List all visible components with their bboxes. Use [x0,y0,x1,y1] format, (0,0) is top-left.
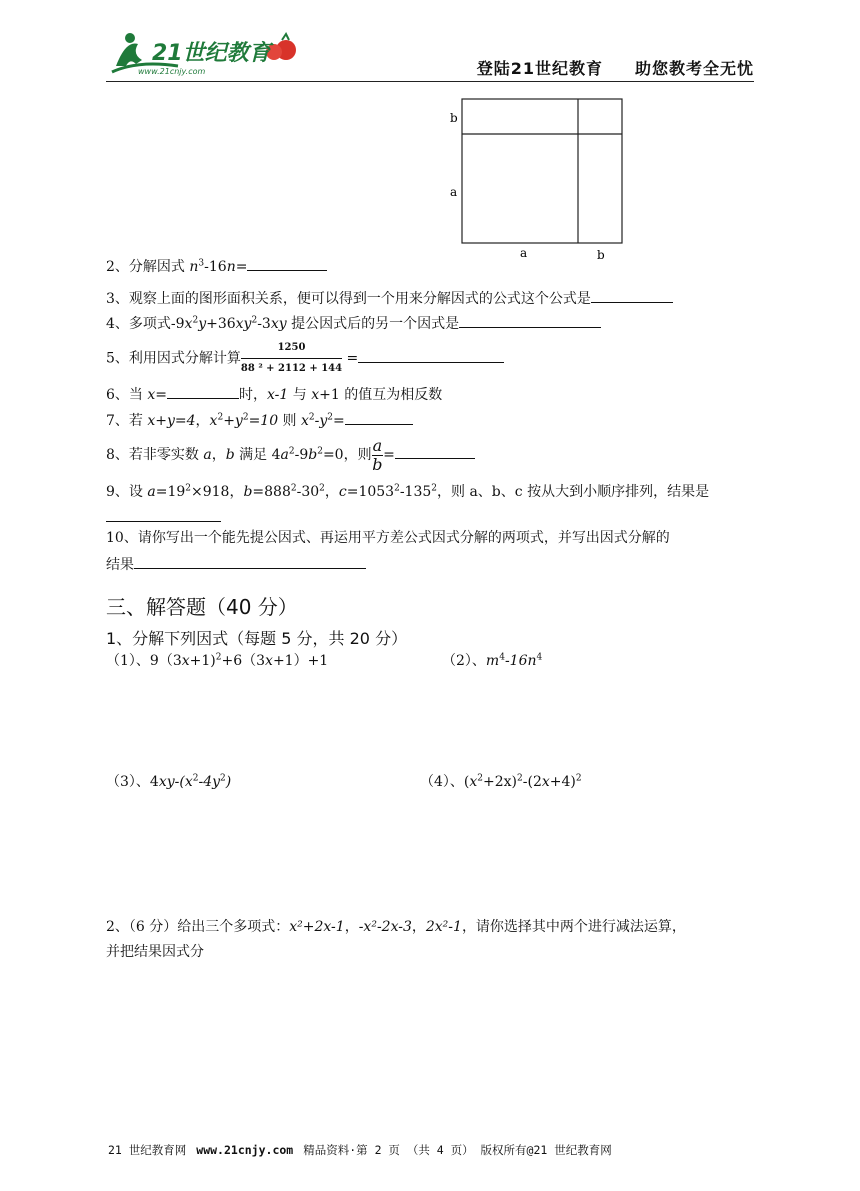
answer-blank[interactable] [134,554,366,569]
section-3-title: 三、解答题（40 分） [106,595,298,619]
question-9: 9、设 $a=19^2\times 918$，$b=888^2-30^2$，$c=1053^2-135^2$，则 a、b、c 按从大到小顺序排列，结果是 [106,483,710,500]
footer-site-name: 21 世纪教育网 [108,1143,187,1157]
footer-url-link[interactable]: www.21cnjy.com [196,1143,294,1157]
problem-1-3: （3）、$4xy-(x^2-4y^2)$ [106,773,232,790]
figure-label-b-left: b [450,111,458,125]
question-4: 4、多项式$-9x^2y+36xy^2-3xy$ 提公因式后的另一个因式是 [106,313,601,333]
answer-blank[interactable] [247,256,327,271]
fraction-a-over-b: $\frac{a}{b}$ [372,435,383,474]
figure-label-a-left: a [450,185,458,199]
question-7: 7、若 x+y=4，$x^2+y^2=10$ 则 $x^2-y^2=$ [106,410,413,430]
question-10-line2: 结果 [106,554,366,574]
answer-blank[interactable] [459,313,601,328]
question-2: 2、分解因式 $n^3-16n=$ [106,256,327,276]
question-9-answer [106,507,221,527]
fraction: $\frac{1250}{\text{88 ² + 2112 + 144}}$ [241,339,342,378]
footer-page-info: 精品资料·第 2 页 （共 4 页） 版权所有@21 世纪教育网 [303,1143,612,1157]
answer-blank[interactable] [591,288,673,303]
site-logo [108,30,308,82]
page-footer [108,1142,612,1158]
header-tagline [477,56,754,79]
question-10: 10、请你写出一个能先提公因式、再运用平方差公式因式分解的两项式，并写出因式分解的 [106,530,670,546]
problem-2-line2: 并把结果因式分 [106,944,204,960]
svg-text:21世纪教育: 21世纪教育 [152,41,271,66]
problem-1-1: （1）、9（3x+1)$^2$+6（3x+1）+1 [106,652,329,669]
answer-blank[interactable] [106,507,221,522]
header-tagline-1: 登陆21世纪教育 [476,59,603,78]
logo-graphic [108,30,308,82]
answer-blank[interactable] [167,384,239,399]
question-8: 8、若非零实数 a，b 满足 $4a^2-9b^2=0$，则 $\frac{a}{b}$ = [106,436,475,474]
header-tagline-2: 助您教考全无忧 [634,59,754,78]
header-divider [106,81,754,82]
problem-1-2: （2）、$m^4-16n^4$ [442,652,543,669]
svg-text:www.21cnjy.com: www.21cnjy.com [138,67,206,76]
figure-outer-square [462,99,622,243]
question-3: 3、观察上面的图形面积关系，便可以得到一个用来分解因式的公式这个公式是 [106,288,673,308]
question-5: 5、利用因式分解计算 $\frac{1250}{\text{88 ² + 2112 + 144}}$ = [106,339,504,378]
problem-1-title: 1、分解下列因式（每题 5 分，共 20 分） [106,629,408,648]
figure-label-a-bottom: a [520,246,528,260]
answer-blank[interactable] [345,410,413,425]
answer-blank[interactable] [358,348,504,363]
problem-2: 2、（6 分）给出三个多项式：x²+2x-1，-x²-2x-3，2x²-1，请你选择其中两个进行减法运算， [106,919,686,935]
answer-blank[interactable] [395,444,475,459]
question-6: 6、当 x= 时，x-1 与 x+1 的值互为相反数 [106,384,442,404]
figure-label-b-bottom: b [597,248,605,262]
area-figure [440,92,640,264]
problem-1-4: （4）、$(x^2+2x)^2-(2x+4)^2$ [420,773,582,790]
